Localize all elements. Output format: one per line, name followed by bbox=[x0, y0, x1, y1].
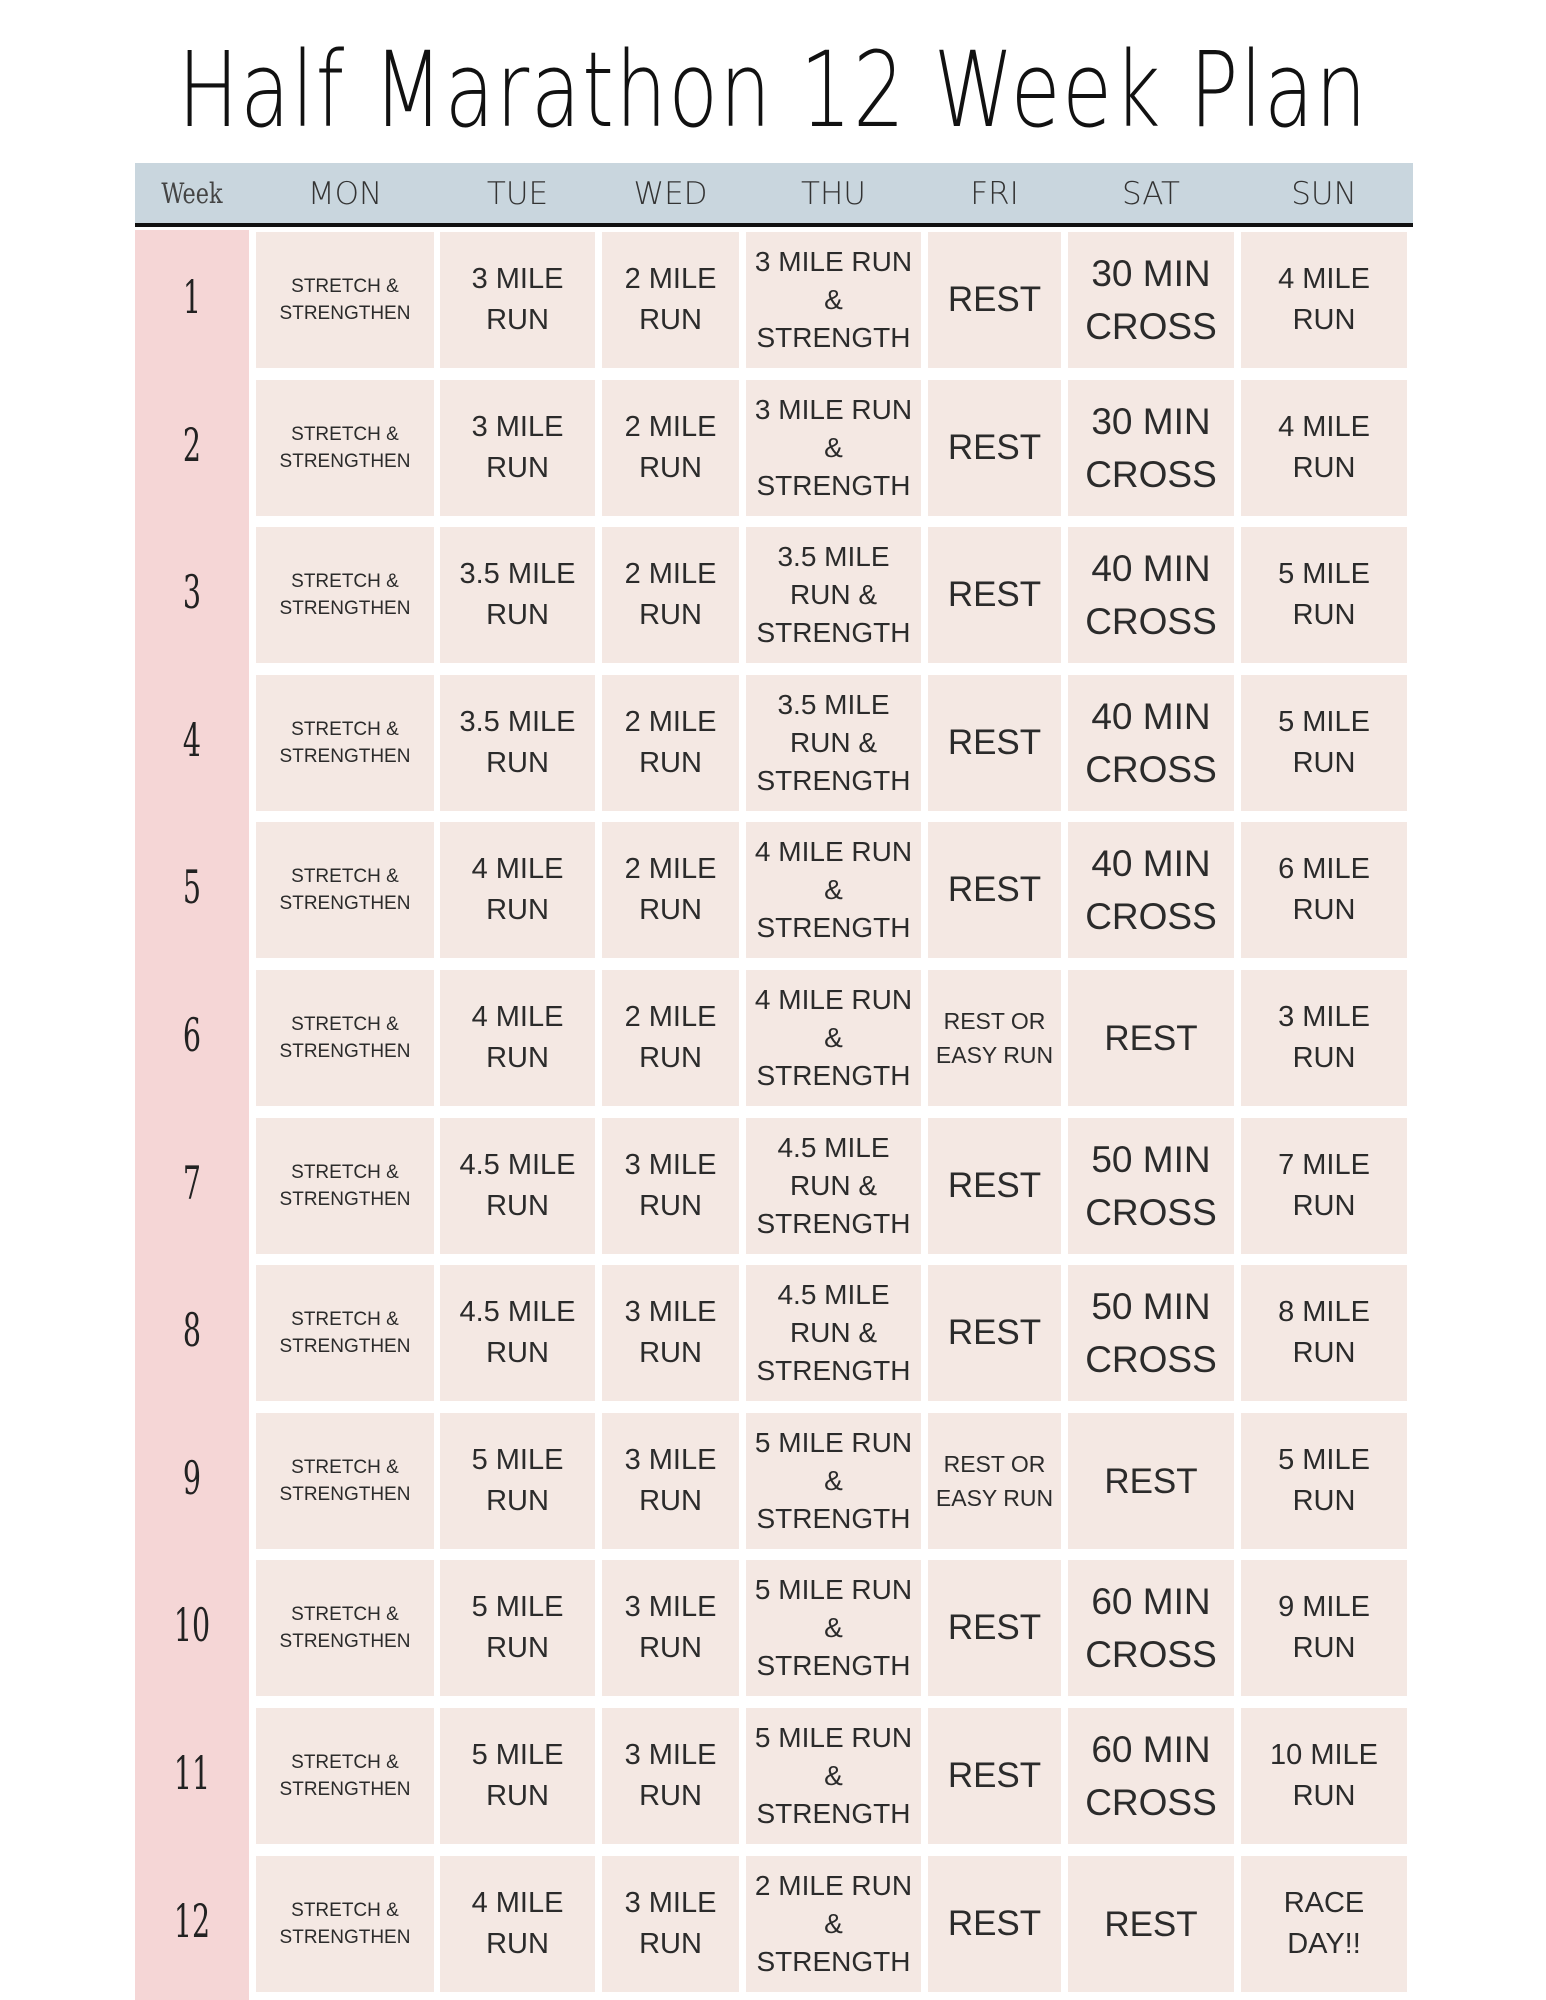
cell-sat bbox=[1068, 1708, 1234, 1844]
cell-sun-label: 5 MILE RUN bbox=[1278, 1444, 1370, 1517]
week-number: 10 bbox=[173, 1598, 211, 1652]
cell-mon-label: STRETCH & STRENGTHEN bbox=[279, 1604, 411, 1652]
cell-fri bbox=[928, 527, 1061, 663]
cell-wed-label: 2 MILE RUN bbox=[624, 263, 717, 336]
cell-sat bbox=[1068, 970, 1234, 1106]
cell-fri bbox=[928, 380, 1061, 516]
header-sat: SAT bbox=[1122, 176, 1180, 212]
cell-thu-label: 5 MILE RUN & STRENGTH bbox=[754, 1574, 913, 1681]
cell-sun bbox=[1241, 1856, 1407, 1992]
cell-sun-label: 8 MILE RUN bbox=[1278, 1296, 1370, 1369]
cell-fri-label: REST bbox=[947, 870, 1042, 909]
cell-sat bbox=[1068, 1856, 1234, 1992]
cell-wed-label: 2 MILE RUN bbox=[624, 1001, 717, 1074]
week-number: 8 bbox=[182, 1303, 202, 1357]
cell-tue-label: 5 MILE RUN bbox=[471, 1739, 564, 1812]
cell-sun-label: 4 MILE RUN bbox=[1278, 411, 1370, 484]
cell-mon-label: STRETCH & STRENGTHEN bbox=[279, 1162, 411, 1210]
cell-sun-label: 3 MILE RUN bbox=[1278, 1001, 1370, 1074]
cell-sat bbox=[1068, 232, 1234, 368]
header-mon: MON bbox=[307, 176, 383, 212]
cell-tue bbox=[440, 1708, 595, 1844]
cell-tue bbox=[440, 1856, 595, 1992]
cell-sun bbox=[1241, 1708, 1407, 1844]
cell-sun bbox=[1241, 822, 1407, 958]
cell-fri-label: REST bbox=[947, 1756, 1042, 1795]
week-number: 2 bbox=[182, 418, 202, 472]
cell-fri-label: REST bbox=[947, 1166, 1042, 1205]
week-number: 3 bbox=[182, 565, 202, 619]
cell-wed-label: 3 MILE RUN bbox=[624, 1739, 717, 1812]
cell-sat bbox=[1068, 380, 1234, 516]
cell-mon bbox=[256, 675, 434, 811]
cell-wed-label: 3 MILE RUN bbox=[624, 1591, 717, 1664]
cell-mon bbox=[256, 1856, 434, 1992]
cell-thu bbox=[746, 970, 921, 1106]
cell-wed bbox=[602, 1708, 739, 1844]
cell-tue-label: 4 MILE RUN bbox=[471, 1887, 564, 1960]
week-number: 4 bbox=[182, 713, 202, 767]
cell-fri bbox=[928, 1413, 1061, 1549]
cell-fri-label: REST bbox=[947, 1904, 1042, 1943]
cell-wed bbox=[602, 675, 739, 811]
cell-sat bbox=[1068, 527, 1234, 663]
cell-fri bbox=[928, 1118, 1061, 1254]
cell-mon bbox=[256, 1118, 434, 1254]
cell-fri bbox=[928, 1560, 1061, 1696]
cell-mon-label: STRETCH & STRENGTHEN bbox=[279, 424, 411, 472]
header-sun: SUN bbox=[1291, 176, 1357, 212]
cell-tue bbox=[440, 675, 595, 811]
cell-sat-label: REST bbox=[1104, 1904, 1198, 1944]
cell-wed bbox=[602, 1560, 739, 1696]
cell-thu-label: 3.5 MILE RUN & STRENGTH bbox=[756, 541, 911, 648]
cell-mon bbox=[256, 1413, 434, 1549]
cell-mon bbox=[256, 822, 434, 958]
cell-thu-label: 3 MILE RUN & STRENGTH bbox=[754, 394, 913, 501]
cell-tue bbox=[440, 822, 595, 958]
cell-mon-label: STRETCH & STRENGTHEN bbox=[279, 571, 411, 619]
cell-fri bbox=[928, 675, 1061, 811]
cell-mon bbox=[256, 1265, 434, 1401]
cell-wed bbox=[602, 822, 739, 958]
cell-tue bbox=[440, 1560, 595, 1696]
cell-sat-label: 40 MIN CROSS bbox=[1085, 548, 1217, 642]
cell-sat-label: REST bbox=[1104, 1018, 1198, 1058]
cell-thu-label: 4 MILE RUN & STRENGTH bbox=[754, 984, 913, 1091]
cell-sun bbox=[1241, 1413, 1407, 1549]
cell-tue-label: 3 MILE RUN bbox=[471, 411, 564, 484]
cell-sun-label: 5 MILE RUN bbox=[1278, 706, 1370, 779]
cell-tue bbox=[440, 527, 595, 663]
week-number: 1 bbox=[182, 270, 202, 324]
cell-mon-label: STRETCH & STRENGTHEN bbox=[279, 1752, 411, 1800]
cell-thu-label: 4.5 MILE RUN & STRENGTH bbox=[756, 1279, 911, 1386]
cell-sun-label: 6 MILE RUN bbox=[1278, 853, 1370, 926]
cell-wed-label: 3 MILE RUN bbox=[624, 1887, 717, 1960]
cell-tue-label: 3.5 MILE RUN bbox=[459, 558, 576, 631]
cell-thu bbox=[746, 1560, 921, 1696]
cell-wed-label: 2 MILE RUN bbox=[624, 853, 717, 926]
cell-thu-label: 4.5 MILE RUN & STRENGTH bbox=[756, 1132, 911, 1239]
cell-thu bbox=[746, 232, 921, 368]
cell-fri bbox=[928, 232, 1061, 368]
cell-sat-label: 40 MIN CROSS bbox=[1085, 843, 1217, 937]
cell-fri bbox=[928, 822, 1061, 958]
cell-wed-label: 3 MILE RUN bbox=[624, 1296, 717, 1369]
cell-tue bbox=[440, 1265, 595, 1401]
cell-tue bbox=[440, 1118, 595, 1254]
cell-mon bbox=[256, 1708, 434, 1844]
header-thu: THU bbox=[801, 176, 866, 212]
header-week: Week bbox=[161, 177, 223, 210]
cell-thu-label: 2 MILE RUN & STRENGTH bbox=[754, 1870, 913, 1977]
cell-sat-label: 40 MIN CROSS bbox=[1085, 696, 1217, 790]
cell-mon-label: STRETCH & STRENGTHEN bbox=[279, 276, 411, 324]
cell-tue-label: 4.5 MILE RUN bbox=[459, 1149, 576, 1222]
cell-thu-label: 3 MILE RUN & STRENGTH bbox=[754, 246, 913, 353]
cell-wed-label: 2 MILE RUN bbox=[624, 558, 717, 631]
cell-thu bbox=[746, 527, 921, 663]
cell-tue bbox=[440, 970, 595, 1106]
cell-thu bbox=[746, 1856, 921, 1992]
cell-mon-label: STRETCH & STRENGTHEN bbox=[279, 1309, 411, 1357]
week-number: 7 bbox=[182, 1156, 202, 1210]
cell-wed-label: 3 MILE RUN bbox=[624, 1444, 717, 1517]
cell-sat bbox=[1068, 1413, 1234, 1549]
cell-thu bbox=[746, 1118, 921, 1254]
header-tue: TUE bbox=[486, 176, 549, 212]
cell-thu bbox=[746, 1265, 921, 1401]
cell-fri bbox=[928, 1265, 1061, 1401]
cell-thu bbox=[746, 822, 921, 958]
cell-sun-label: RACE DAY!! bbox=[1283, 1887, 1365, 1960]
cell-wed-label: 2 MILE RUN bbox=[624, 411, 717, 484]
header-fri: FRI bbox=[970, 176, 1019, 212]
cell-fri-label: REST OR EASY RUN bbox=[935, 1451, 1054, 1511]
cell-sat bbox=[1068, 1265, 1234, 1401]
cell-sun bbox=[1241, 232, 1407, 368]
cell-wed bbox=[602, 527, 739, 663]
cell-tue bbox=[440, 380, 595, 516]
cell-wed bbox=[602, 1118, 739, 1254]
table-header bbox=[135, 163, 1413, 227]
cell-sat-label: 50 MIN CROSS bbox=[1085, 1286, 1217, 1380]
cell-sun bbox=[1241, 1265, 1407, 1401]
cell-mon bbox=[256, 232, 434, 368]
cell-tue-label: 5 MILE RUN bbox=[471, 1444, 564, 1517]
cell-mon-label: STRETCH & STRENGTHEN bbox=[279, 866, 411, 914]
cell-sun-label: 7 MILE RUN bbox=[1278, 1149, 1370, 1222]
cell-wed bbox=[602, 1265, 739, 1401]
cell-fri-label: REST bbox=[947, 1608, 1042, 1647]
cell-sat bbox=[1068, 675, 1234, 811]
cell-sat bbox=[1068, 1560, 1234, 1696]
week-number: 5 bbox=[182, 860, 202, 914]
cell-tue-label: 4.5 MILE RUN bbox=[459, 1296, 576, 1369]
week-number: 12 bbox=[173, 1894, 211, 1948]
cell-mon bbox=[256, 1560, 434, 1696]
cell-sun bbox=[1241, 1560, 1407, 1696]
cell-wed bbox=[602, 232, 739, 368]
cell-mon-label: STRETCH & STRENGTHEN bbox=[279, 1014, 411, 1062]
cell-fri-label: REST bbox=[947, 280, 1042, 319]
cell-sun bbox=[1241, 675, 1407, 811]
cell-fri-label: REST OR EASY RUN bbox=[935, 1008, 1054, 1068]
cell-tue-label: 5 MILE RUN bbox=[471, 1591, 564, 1664]
cell-fri bbox=[928, 1708, 1061, 1844]
cell-thu bbox=[746, 1413, 921, 1549]
cell-sun bbox=[1241, 970, 1407, 1106]
cell-sat bbox=[1068, 1118, 1234, 1254]
cell-sun-label: 10 MILE RUN bbox=[1270, 1739, 1378, 1812]
cell-fri-label: REST bbox=[947, 575, 1042, 614]
cell-thu-label: 3.5 MILE RUN & STRENGTH bbox=[756, 689, 911, 796]
week-column-strip bbox=[135, 230, 249, 2000]
cell-mon bbox=[256, 970, 434, 1106]
cell-mon-label: STRETCH & STRENGTHEN bbox=[279, 1900, 411, 1948]
cell-sat-label: REST bbox=[1104, 1461, 1198, 1501]
cell-fri-label: REST bbox=[947, 428, 1042, 467]
cell-sat bbox=[1068, 822, 1234, 958]
cell-thu-label: 5 MILE RUN & STRENGTH bbox=[754, 1722, 913, 1829]
cell-thu-label: 5 MILE RUN & STRENGTH bbox=[754, 1427, 913, 1534]
cell-thu bbox=[746, 675, 921, 811]
cell-sat-label: 60 MIN CROSS bbox=[1085, 1581, 1217, 1675]
cell-tue-label: 3 MILE RUN bbox=[471, 263, 564, 336]
cell-sun bbox=[1241, 380, 1407, 516]
cell-sun bbox=[1241, 527, 1407, 663]
cell-wed bbox=[602, 1856, 739, 1992]
header-wed: WED bbox=[633, 176, 708, 212]
cell-mon-label: STRETCH & STRENGTHEN bbox=[279, 719, 411, 767]
cell-mon bbox=[256, 380, 434, 516]
cell-wed bbox=[602, 1413, 739, 1549]
cell-sat-label: 60 MIN CROSS bbox=[1085, 1729, 1217, 1823]
cell-wed bbox=[602, 970, 739, 1106]
cell-fri-label: REST bbox=[947, 723, 1042, 762]
cell-wed bbox=[602, 380, 739, 516]
page-title: Half Marathon 12 Week Plan bbox=[177, 29, 1369, 151]
cell-tue bbox=[440, 1413, 595, 1549]
cell-thu bbox=[746, 380, 921, 516]
cell-sat-label: 30 MIN CROSS bbox=[1085, 401, 1217, 495]
cell-thu bbox=[746, 1708, 921, 1844]
cell-tue-label: 4 MILE RUN bbox=[471, 853, 564, 926]
cell-sun bbox=[1241, 1118, 1407, 1254]
cell-tue-label: 4 MILE RUN bbox=[471, 1001, 564, 1074]
cell-wed-label: 2 MILE RUN bbox=[624, 706, 717, 779]
cell-sun-label: 5 MILE RUN bbox=[1278, 558, 1370, 631]
cell-sat-label: 30 MIN CROSS bbox=[1085, 253, 1217, 347]
cell-sun-label: 4 MILE RUN bbox=[1278, 263, 1370, 336]
week-number: 6 bbox=[182, 1008, 202, 1062]
cell-fri bbox=[928, 1856, 1061, 1992]
cell-mon-label: STRETCH & STRENGTHEN bbox=[279, 1457, 411, 1505]
cell-mon bbox=[256, 527, 434, 663]
cell-wed-label: 3 MILE RUN bbox=[624, 1149, 717, 1222]
cell-sat-label: 50 MIN CROSS bbox=[1085, 1139, 1217, 1233]
cell-thu-label: 4 MILE RUN & STRENGTH bbox=[754, 836, 913, 943]
cell-fri-label: REST bbox=[947, 1313, 1042, 1352]
week-number: 9 bbox=[182, 1451, 202, 1505]
cell-tue bbox=[440, 232, 595, 368]
cell-fri bbox=[928, 970, 1061, 1106]
cell-tue-label: 3.5 MILE RUN bbox=[459, 706, 576, 779]
cell-sun-label: 9 MILE RUN bbox=[1278, 1591, 1370, 1664]
week-number: 11 bbox=[173, 1746, 211, 1800]
